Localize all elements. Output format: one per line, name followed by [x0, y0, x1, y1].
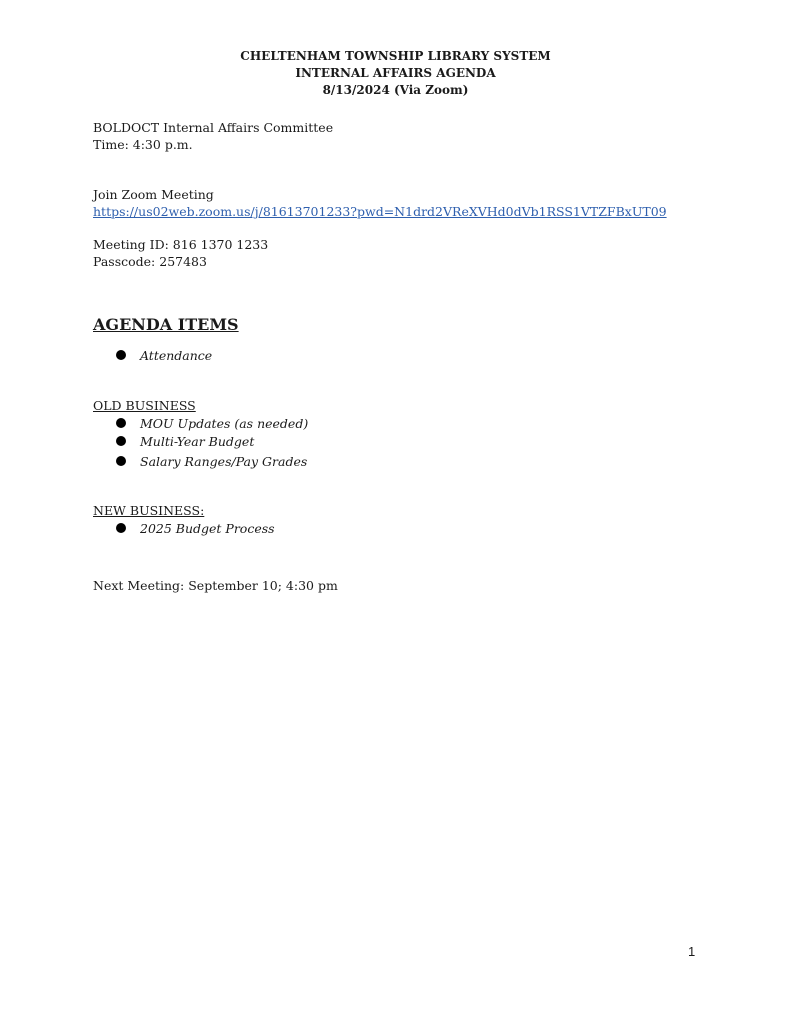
next-meeting: Next Meeting: September 10; 4:30 pm	[93, 578, 338, 593]
old-business-item-label: Multi-Year Budget	[140, 434, 255, 449]
bullet-icon	[116, 350, 126, 360]
meeting-info	[93, 119, 333, 153]
zoom-meeting-link[interactable]: https://us02web.zoom.us/j/81613701233?pwd=N1drd2VReXVHd0dVb1RSS1VTZFBxUT09	[93, 204, 667, 219]
meeting-id: Meeting ID: 816 1370 1233	[93, 237, 269, 252]
agenda-item-label: Attendance	[140, 348, 213, 363]
document-header	[0, 48, 791, 99]
zoom-join-label: Join Zoom Meeting	[93, 187, 214, 202]
committee-name: BOLDOCT Internal Affairs Committee	[93, 120, 334, 135]
new-business-item-label: 2025 Budget Process	[140, 521, 275, 536]
zoom-join-block	[93, 186, 667, 220]
old-business-item-label: MOU Updates (as needed)	[140, 416, 309, 431]
agenda-items-heading: AGENDA ITEMS	[93, 315, 239, 334]
meeting-time: Time: 4:30 p.m.	[93, 137, 193, 152]
old-business-heading: OLD BUSINESS	[93, 398, 196, 413]
header-agenda-title: INTERNAL AFFAIRS AGENDA	[295, 66, 496, 80]
old-business-item-label: Salary Ranges/Pay Grades	[140, 454, 308, 469]
header-date: 8/13/2024 (Via Zoom)	[322, 83, 469, 97]
zoom-credentials	[93, 236, 268, 270]
bullet-icon	[116, 456, 126, 466]
new-business-heading: NEW BUSINESS:	[93, 503, 205, 518]
page-number: 1	[688, 944, 696, 959]
bullet-icon	[116, 523, 126, 533]
meeting-passcode: Passcode: 257483	[93, 254, 207, 269]
bullet-icon	[116, 418, 126, 428]
header-organization: CHELTENHAM TOWNSHIP LIBRARY SYSTEM	[240, 49, 551, 63]
bullet-icon	[116, 436, 126, 446]
